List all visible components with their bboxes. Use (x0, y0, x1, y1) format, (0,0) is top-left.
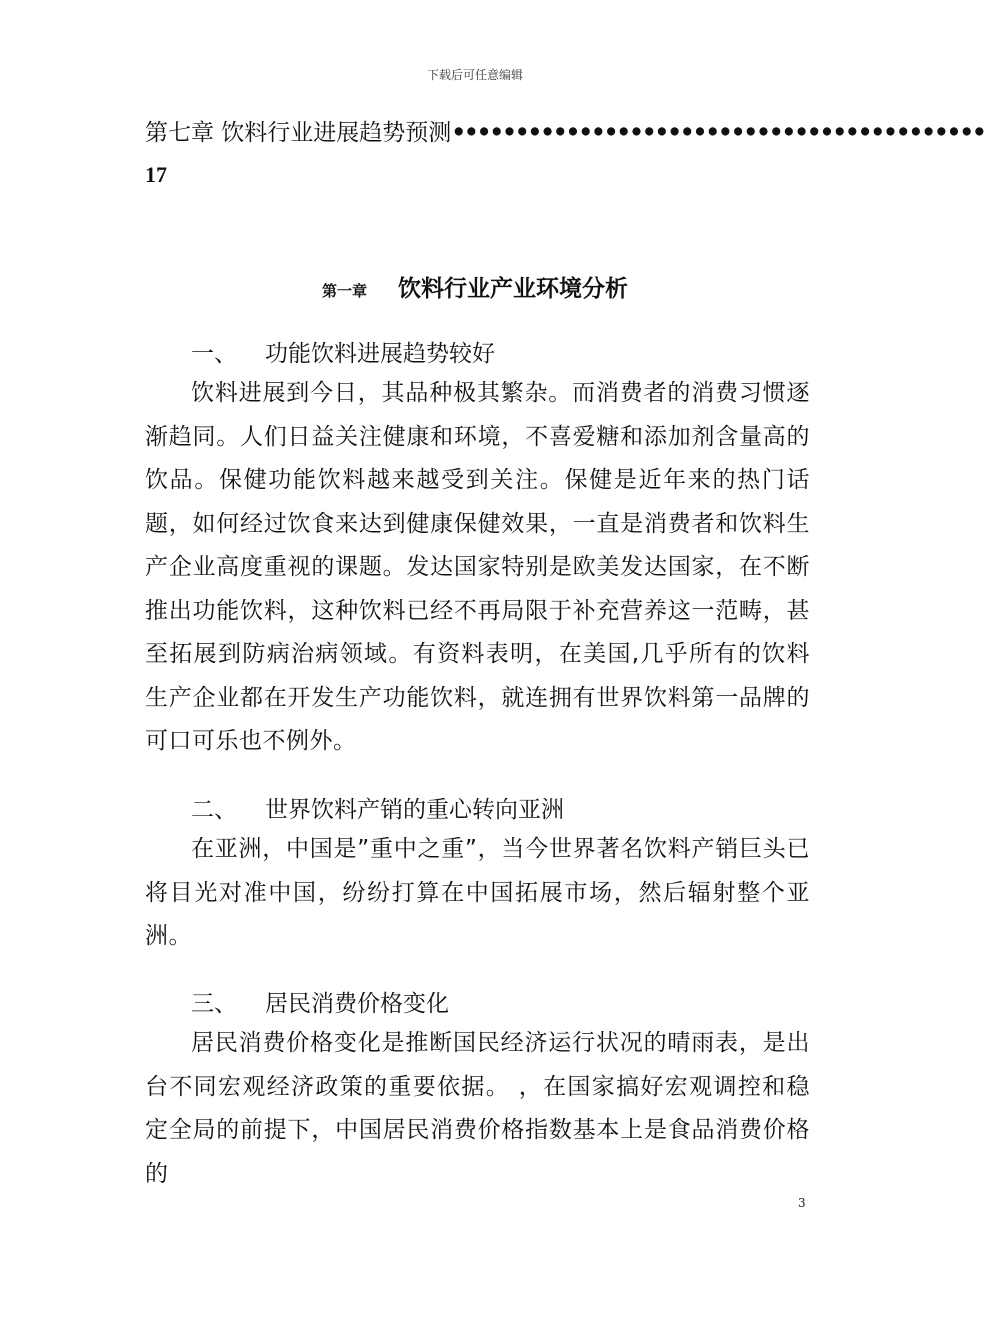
section-title: 功能饮料进展趋势较好 (265, 341, 495, 367)
toc-page-number: 17 (145, 162, 167, 187)
section-title: 世界饮料产销的重心转向亚洲 (265, 797, 564, 823)
section-number: 二、 (191, 797, 237, 823)
toc-leader-dots: •••••••••••••••••••••••••••••••••••••••••• (451, 119, 985, 146)
section-heading (145, 986, 810, 1022)
chapter-title: 饮料行业产业环境分析 (398, 276, 629, 302)
section-title: 居民消费价格变化 (265, 991, 449, 1017)
page-number: 3 (798, 1196, 806, 1210)
chapter-label: 第一章 (321, 282, 367, 300)
chapter-heading (0, 270, 950, 303)
section-1 (145, 336, 810, 764)
section-heading (145, 792, 810, 828)
toc-entry-title: 第七章 饮料行业进展趋势预测 (145, 120, 452, 146)
section-paragraph: 在亚洲，中国是”重中之重”，当今世界著名饮料产销巨头已将目光对准中国，纷纷打算在中国拓展市场，然后辐射整个亚洲。 (145, 836, 810, 949)
section-heading (145, 336, 810, 372)
section-number: 一、 (191, 341, 237, 367)
section-3 (145, 986, 810, 1196)
header-note: 下载后可任意编辑 (426, 68, 523, 82)
toc-entry[interactable] (145, 116, 985, 150)
section-2 (145, 792, 810, 959)
section-paragraph: 居民消费价格变化是推断国民经济运行状况的晴雨表，是出台不同宏观经济政策的重要依据。 ，在国家搞好宏观调控和稳定全局的前提下，中国居民消费价格指数基本上是食品消费价格的 (145, 1030, 810, 1187)
section-number: 三、 (191, 991, 237, 1017)
section-paragraph: 饮料进展到今日，其品种极其繁杂。而消费者的消费习惯逐渐趋同。人们日益关注健康和环境，不喜爱糖和添加剂含量高的饮品。保健功能饮料越来越受到关注。保健是近年来的热门话题，如何经过饮食来达到健康保健效果，一直是消费者和饮料生产企业高度重视的课题。发达国家特别是欧美发达国家，在不断推出功能饮料，这种饮料已经不再局限于补充营养这一范畴，甚至拓展到防病治病领域。有资料表明，在美国,几乎所有的饮料生产企业都在开发生产功能饮料，就连拥有世界饮料第一品牌的可口可乐也不例外。 (145, 380, 810, 754)
